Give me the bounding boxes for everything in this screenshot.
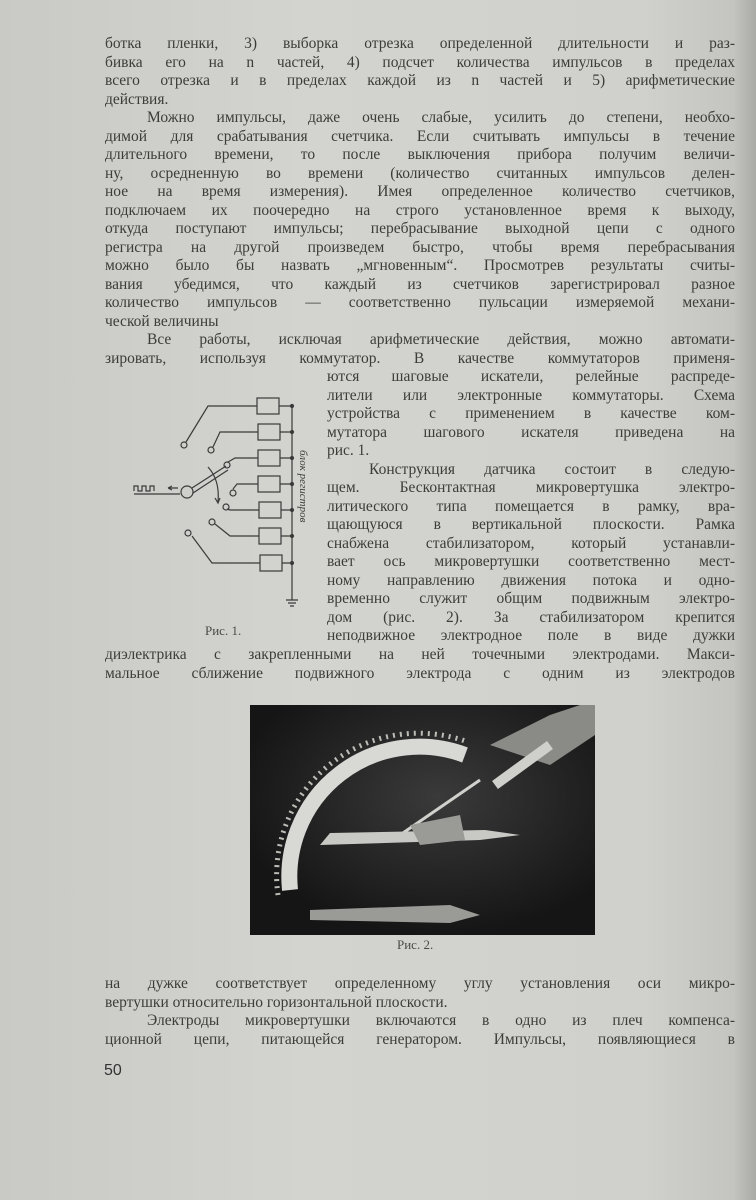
page-number: 50	[104, 1062, 122, 1079]
text-line: мальное сближение подвижного электрода с одним из электродов	[105, 664, 735, 682]
figure-2-caption: Рис. 2.	[397, 937, 434, 952]
text-line: на дужке соответствует определенному углу установления оси микро-	[105, 975, 735, 992]
text-line: вания убедимся, что каждый из счетчиков зарегистрировал разное	[105, 275, 735, 293]
text-line: ну, осредненную во времени (количество считанных импульсов делен-	[105, 164, 735, 182]
text-line: дом (рис. 2). За стабилизатором крепится	[327, 608, 735, 626]
text-line: длительного времени, то после выключения прибора получим величи-	[105, 146, 735, 163]
text-line: щем. Бесконтактная микровертушка электро-	[327, 479, 735, 496]
text-line: количество импульсов — соответственно пульсации измеряемой механи-	[105, 294, 735, 311]
text-line: снабжена стабилизатором, который устанавли-	[327, 534, 735, 552]
text-line: мутатора шагового искателя приведена на	[327, 423, 735, 441]
text-block-top	[105, 35, 735, 368]
figure-1-caption: Рис. 1.	[205, 623, 242, 638]
text-block-bottom	[105, 975, 735, 1049]
text-line: регистра на другой произведем быстро, чтобы время перебрасывания	[105, 238, 735, 256]
text-line: неподвижное электродное поле в виде дужки	[327, 627, 735, 644]
text-line: Можно импульсы, даже очень слабые, усилить до степени, необхо-	[147, 109, 735, 126]
figure-2-photo	[250, 705, 595, 940]
text-line: действия.	[105, 90, 169, 108]
text-line: рис. 1.	[327, 442, 370, 459]
text-line: Конструкция датчика состоит в следую-	[369, 460, 735, 478]
text-line: Все работы, исключая арифметические действия, можно автомати-	[147, 331, 735, 348]
text-line: вертушки относительно горизонтальной плоскости.	[105, 993, 448, 1011]
text-line: устройства с применением в качестве ком-	[327, 405, 735, 422]
text-block-right-column	[327, 368, 735, 646]
register-block-label: блок регистров	[297, 450, 309, 523]
text-line: зировать, используя коммутатор. В качестве коммутаторов применя-	[105, 349, 735, 367]
text-line: лители или электронные коммутаторы. Схема	[327, 386, 735, 404]
text-line: литического типа помещается в рамку, вра-	[327, 497, 735, 515]
text-line: Электроды микровертушки включаются в одно из плеч компенса-	[147, 1012, 735, 1029]
text-line: ному направлению движения потока и одно-	[327, 571, 735, 589]
text-line: вает ось микровертушки соответственно мест-	[327, 553, 735, 570]
text-line: бивка его на n частей, 4) подсчет количества импульсов в пределах	[105, 53, 735, 71]
text-line: всего отрезка и в пределах каждой из n частей и 5) арифметические	[105, 72, 735, 89]
text-line: ботка пленки, 3) выборка отрезка определенной длительности и раз-	[105, 35, 735, 52]
text-line: откуда поступают импульсы; перебрасывание выходной цепи с одного	[105, 220, 735, 237]
register-boxes	[257, 398, 282, 571]
text-line: ческой величины	[105, 312, 219, 330]
text-line: щающуюся в вертикальной плоскости. Рамка	[327, 516, 735, 533]
text-line: димой для срабатывания счетчика. Если считывать импульсы в течение	[105, 127, 735, 145]
text-block-middle	[105, 646, 735, 683]
figure-1-schematic	[120, 390, 320, 630]
text-line: ное на время измерения). Имея определенное количество счетчиков,	[105, 183, 735, 200]
text-line: диэлектрика с закрепленными на ней точечными электродами. Макси-	[105, 646, 735, 663]
text-line: можно было бы назвать „мгновенным“. Просмотрев результаты считы-	[105, 257, 735, 274]
text-line: ются шаговые искатели, релейные распреде-	[327, 368, 735, 385]
text-line: подключаем их поочередно на строго установленное время к выходу,	[105, 201, 735, 219]
text-line: ционной цепи, питающейся генератором. Импульсы, появляющиеся в	[105, 1030, 735, 1048]
text-line: временно служит общим подвижным электро-	[327, 590, 735, 607]
